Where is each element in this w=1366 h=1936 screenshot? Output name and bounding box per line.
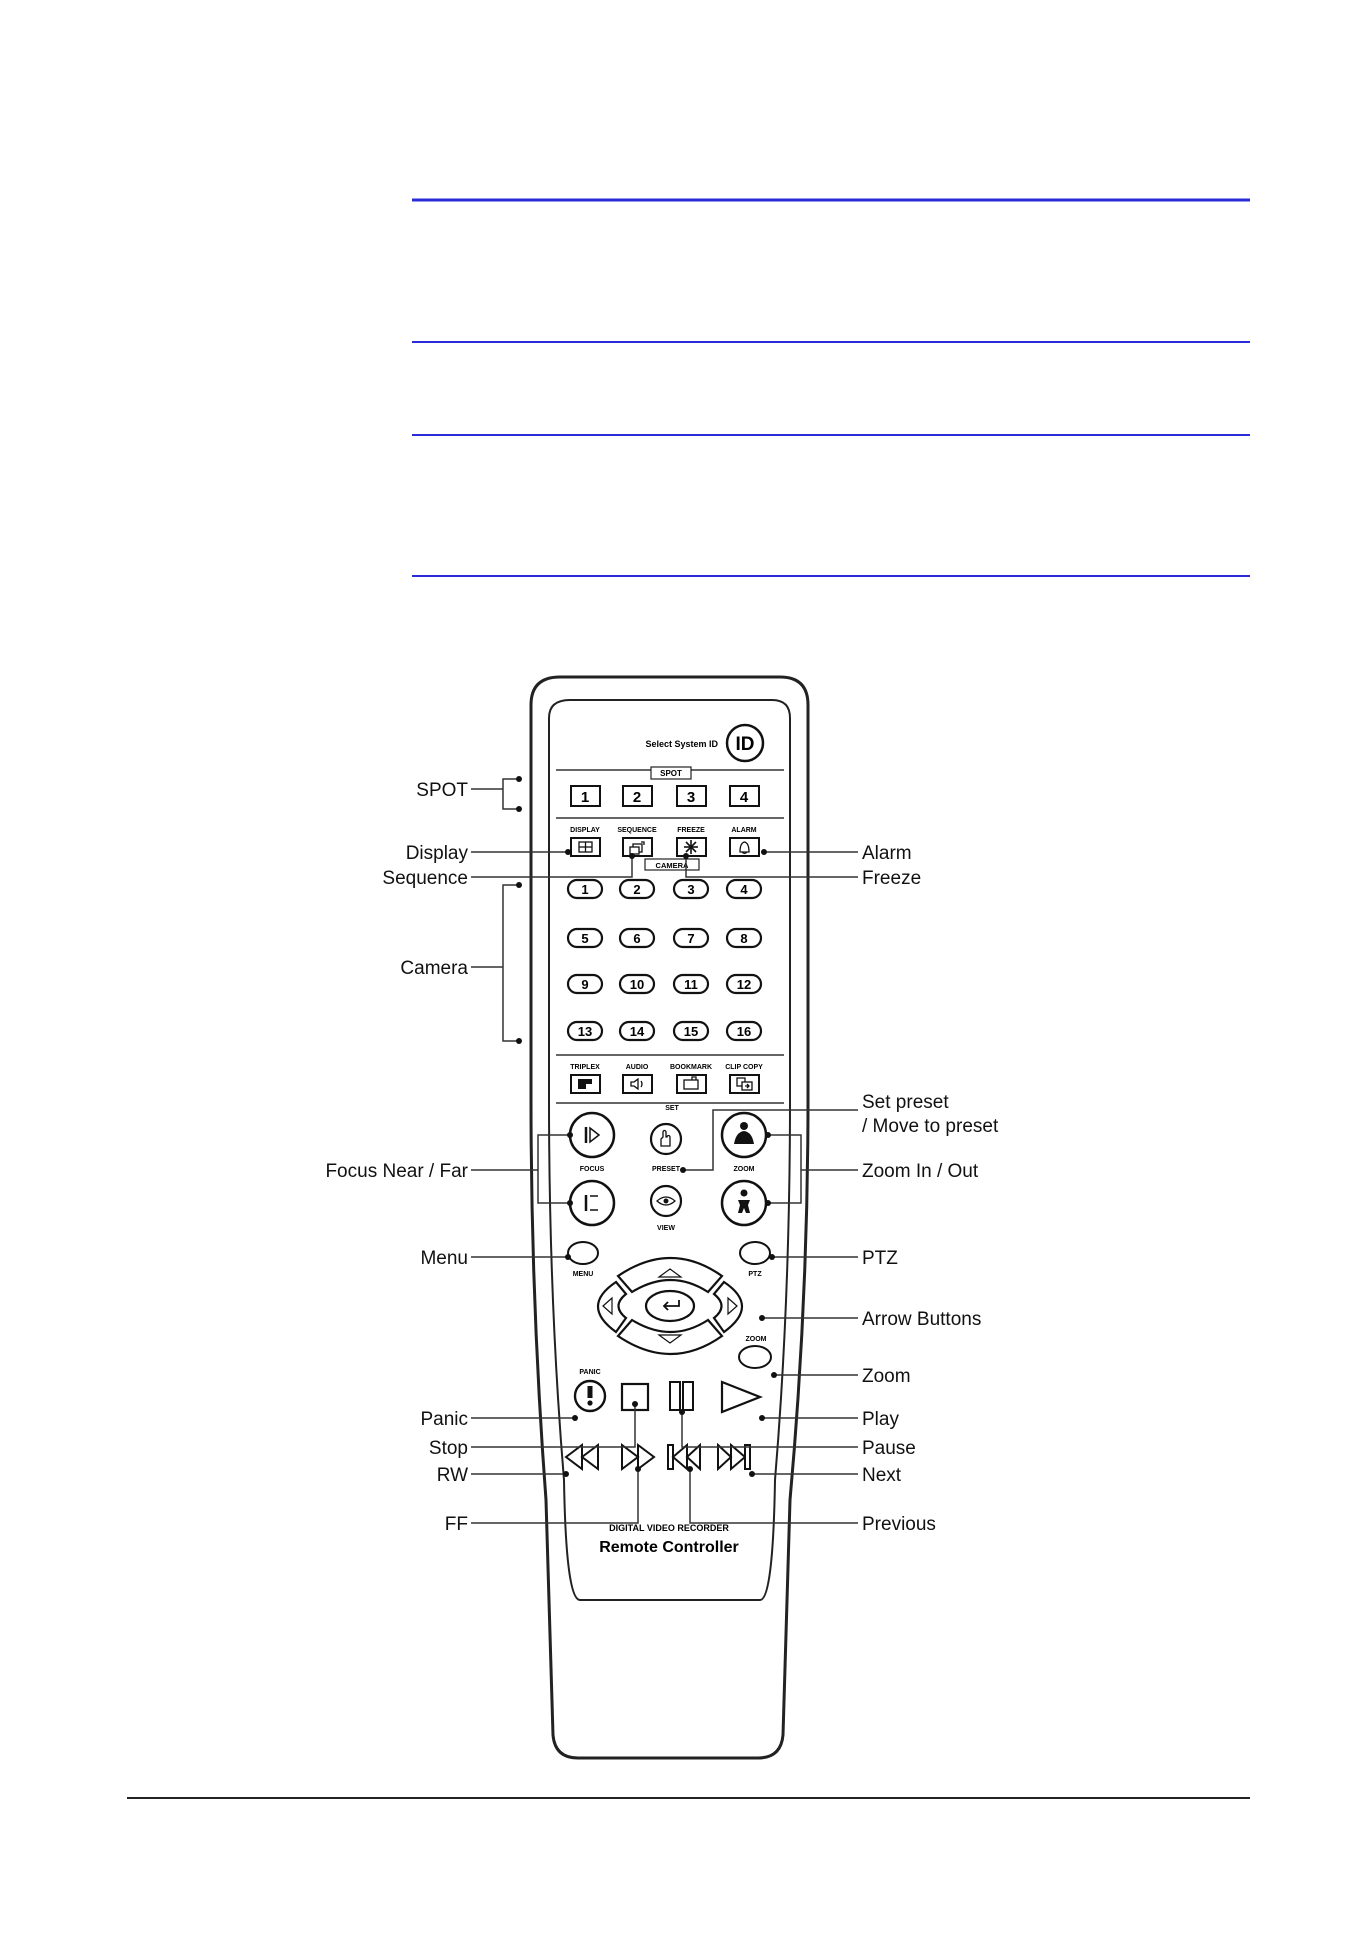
callout-zoom: Zoom	[862, 1366, 911, 1387]
set-preset-button[interactable]	[651, 1124, 681, 1154]
zoom-small-label: ZOOM	[745, 1336, 767, 1343]
triplex-label: TRIPLEX	[570, 1064, 600, 1071]
camera-button-label: 8	[740, 931, 748, 946]
camera-button-label: 5	[581, 931, 589, 946]
next-button[interactable]	[718, 1445, 750, 1469]
spot-button-label: 1	[580, 789, 590, 806]
camera-button-label: 2	[633, 882, 641, 897]
callout-pause: Pause	[862, 1438, 916, 1459]
triplex-icon	[578, 1079, 592, 1089]
spot-button-label: 2	[632, 789, 642, 806]
callout-set-preset: Set preset	[862, 1092, 949, 1113]
set-label: SET	[665, 1105, 679, 1112]
camera-button-label: 1	[581, 882, 589, 897]
zoom-label: ZOOM	[733, 1166, 755, 1173]
exclamation-icon	[587, 1386, 592, 1406]
callout-spot: SPOT	[416, 780, 468, 801]
camera-button-label: 15	[683, 1024, 699, 1039]
panic-label: PANIC	[579, 1369, 601, 1376]
clip-copy-label: CLIP COPY	[725, 1064, 763, 1071]
snowflake-icon	[684, 840, 698, 854]
view-label: VIEW	[657, 1225, 675, 1232]
callout-ptz: PTZ	[862, 1248, 898, 1269]
camera-button-label: 3	[687, 882, 695, 897]
alarm-label: ALARM	[731, 827, 757, 834]
callout-next: Next	[862, 1465, 902, 1486]
camera-button-label: 11	[684, 977, 698, 992]
freeze-label: FREEZE	[677, 827, 705, 834]
callout-previous: Previous	[862, 1514, 936, 1535]
spot-header: SPOT	[660, 769, 682, 778]
ptz-button[interactable]	[740, 1242, 770, 1264]
remote-footer-line1: DIGITAL VIDEO RECORDER	[609, 1523, 729, 1533]
callout-play: Play	[862, 1409, 899, 1430]
camera-button-label: 9	[581, 977, 589, 992]
sequence-label: SEQUENCE	[617, 827, 657, 834]
camera-button-label: 13	[577, 1024, 593, 1039]
callout-rw: RW	[436, 1465, 468, 1486]
right-callouts	[862, 843, 999, 1535]
zoom-small-button[interactable]	[739, 1346, 771, 1368]
callout-menu: Menu	[420, 1248, 468, 1269]
menu-label: MENU	[572, 1271, 594, 1278]
callout-camera: Camera	[400, 958, 468, 979]
bookmark-label: BOOKMARK	[670, 1064, 712, 1071]
ptz-label: PTZ	[748, 1271, 762, 1278]
previous-button[interactable]	[668, 1445, 700, 1469]
spot-button-label: 3	[686, 789, 696, 806]
callout-zoom-in-out: Zoom In / Out	[862, 1161, 979, 1182]
camera-button-label: 10	[629, 977, 645, 992]
menu-button[interactable]	[568, 1242, 598, 1264]
callout-alarm: Alarm	[862, 843, 912, 864]
focus-label: FOCUS	[579, 1166, 605, 1173]
callout-move-to-preset: / Move to preset	[862, 1116, 999, 1137]
remote-footer-line2: Remote Controller	[599, 1539, 739, 1556]
camera-button-label: 4	[740, 882, 748, 897]
focus-far-button[interactable]	[570, 1181, 614, 1225]
camera-header: CAMERA	[655, 861, 689, 870]
select-system-id-label: Select System ID	[645, 739, 718, 749]
callout-focus: Focus Near / Far	[325, 1161, 468, 1182]
audio-label: AUDIO	[625, 1064, 649, 1071]
id-button-label: ID	[735, 734, 755, 755]
callout-arrow-buttons: Arrow Buttons	[862, 1309, 982, 1330]
callout-panic: Panic	[420, 1409, 468, 1430]
spot-button-label: 4	[739, 789, 749, 806]
focus-near-button[interactable]	[570, 1113, 614, 1157]
callout-sequence: Sequence	[382, 868, 468, 889]
camera-button-label: 14	[629, 1024, 645, 1039]
callout-freeze: Freeze	[862, 868, 922, 889]
camera-button-label: 12	[736, 977, 752, 992]
camera-button-label: 7	[687, 931, 695, 946]
camera-button-label: 16	[736, 1024, 752, 1039]
callout-display: Display	[405, 843, 468, 864]
camera-button-label: 6	[633, 931, 641, 946]
preset-label: PRESET	[651, 1166, 681, 1173]
left-callouts	[325, 780, 468, 1535]
callout-ff: FF	[444, 1514, 468, 1535]
display-label: DISPLAY	[570, 827, 600, 834]
callout-stop: Stop	[428, 1438, 468, 1459]
